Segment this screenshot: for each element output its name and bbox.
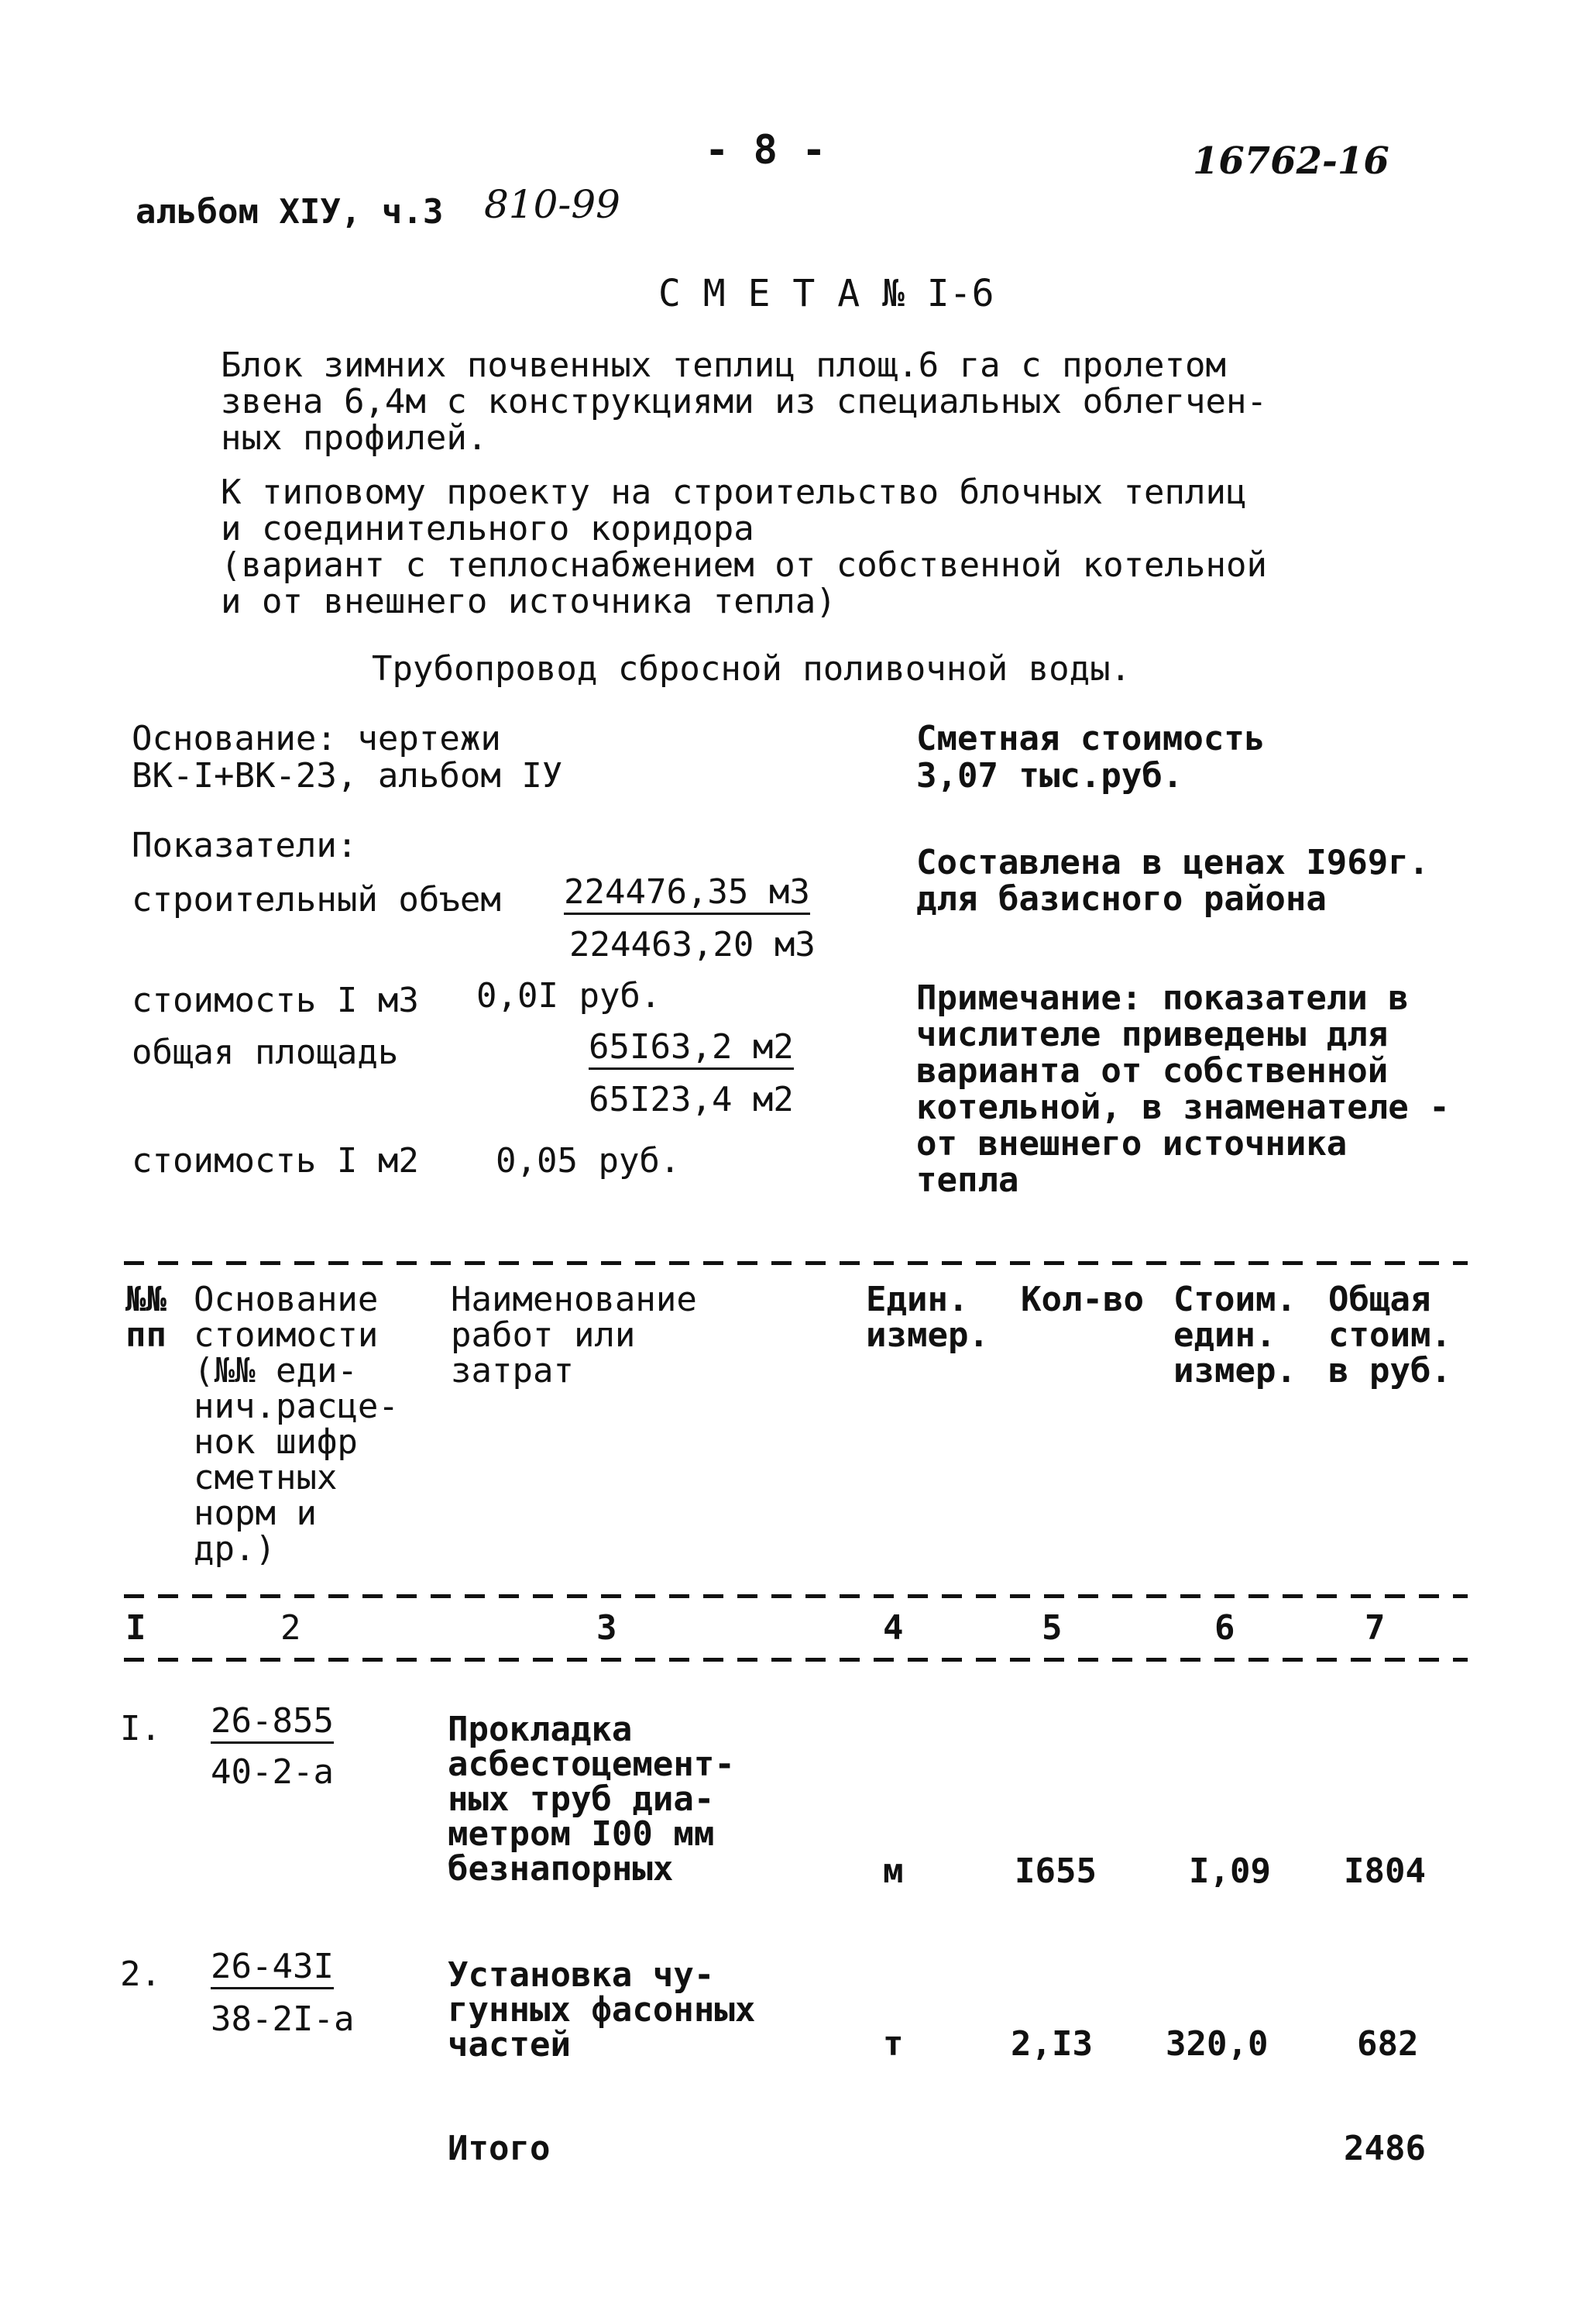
note-line-4: котельной, в знаменателе -: [916, 1088, 1450, 1127]
row-2-unit: т: [883, 2024, 904, 2064]
volume-numerator: 224476,35 м3: [564, 874, 810, 915]
header-cost-basis: Основание стоимости (№№ еди- нич.расце- нок шифр сметных норм и др.): [194, 1280, 399, 1569]
row-2-code-bottom: 38-2I-а: [211, 1999, 355, 2039]
section-subtitle: Трубопровод сбросной поливочной воды.: [372, 649, 1132, 689]
row-1-total: I804: [1344, 1851, 1426, 1891]
row-2-work-name: Установка чу- гунных фасонных частей: [448, 1955, 756, 2064]
cost-per-m2-label: стоимость I м2: [132, 1141, 419, 1181]
column-number-4: 4: [883, 1608, 904, 1648]
description-line-5: и соединительного коридора: [221, 509, 754, 548]
cost-per-m2-value: 0,05 руб.: [496, 1141, 681, 1181]
header-unit-cost: Стоим. един. измер.: [1173, 1280, 1297, 1391]
prices-line-1: Составлена в ценах I969г.: [916, 843, 1430, 882]
description-line-1: Блок зимних почвенных теплиц площ.6 га с пролетом: [221, 346, 1227, 385]
row-2-number: 2.: [120, 1954, 161, 1994]
row-2-quantity: 2,I3: [1011, 2024, 1093, 2064]
note-line-6: тепла: [916, 1160, 1019, 1200]
row-2-unit-cost: 320,0: [1166, 2024, 1269, 2064]
description-line-6: (вариант с теплоснабжением от собственной котельной: [221, 545, 1268, 585]
row-1-unit: м: [883, 1851, 904, 1891]
column-number-2: 2: [280, 1608, 301, 1648]
column-number-3: 3: [596, 1608, 617, 1648]
basis-line-1: Основание: чертежи: [132, 719, 501, 758]
prices-line-2: для базисного района: [916, 879, 1327, 919]
cost-per-m3-value: 0,0I руб.: [476, 976, 661, 1016]
area-label: общая площадь: [132, 1033, 399, 1072]
note-line-5: от внешнего источника: [916, 1124, 1348, 1164]
note-line-2: числителе приведены для: [916, 1015, 1389, 1054]
estimated-cost-label: Сметная стоимость: [916, 719, 1266, 758]
note-line-1: Примечание: показатели в: [916, 978, 1409, 1018]
header-quantity: Кол-во: [1021, 1280, 1144, 1319]
header-unit: Един. измер.: [866, 1280, 989, 1355]
area-numerator: 65I63,2 м2: [589, 1029, 794, 1070]
row-1-code-bottom: 40-2-а: [211, 1752, 334, 1792]
header-row-number: №№ пп: [125, 1280, 167, 1355]
volume-denominator: 224463,20 м3: [569, 925, 816, 964]
row-1-unit-cost: I,09: [1189, 1851, 1271, 1891]
cost-per-m3-label: стоимость I м3: [132, 981, 419, 1020]
indicators-label: Показатели:: [132, 826, 358, 865]
row-2-total: 682: [1357, 2024, 1419, 2064]
volume-label: строительный объем: [132, 880, 501, 920]
page-number: - 8 -: [705, 127, 826, 174]
column-number-5: 5: [1042, 1608, 1063, 1648]
column-number-1: I: [125, 1608, 146, 1648]
basis-line-2: ВК-I+ВК-23, альбом IУ: [132, 756, 563, 796]
row-1-code-top: 26-855: [211, 1703, 334, 1744]
estimated-cost-value: 3,07 тыс.руб.: [916, 756, 1183, 796]
column-numbers-bottom-rule: [124, 1658, 1468, 1662]
description-line-7: и от внешнего источника тепла): [221, 582, 836, 621]
area-denominator: 65I23,4 м2: [589, 1080, 794, 1119]
total-value: 2486: [1344, 2129, 1426, 2168]
table-top-rule: [124, 1261, 1468, 1265]
album-reference: альбом XIУ, ч.3: [136, 192, 444, 232]
document-code: 16762-16: [1193, 139, 1389, 183]
description-line-4: К типовому проекту на строительство блочных теплиц: [221, 473, 1247, 512]
row-1-number: I.: [120, 1709, 161, 1748]
note-line-3: варианта от собственной: [916, 1051, 1389, 1091]
header-bottom-rule: [124, 1594, 1468, 1598]
column-number-6: 6: [1214, 1608, 1235, 1648]
total-label: Итого: [448, 2129, 551, 2168]
album-handwritten-number: 810-99: [484, 182, 620, 227]
description-line-3: ных профилей.: [221, 418, 488, 458]
header-total-cost: Общая стоим. в руб.: [1328, 1280, 1451, 1391]
row-2-code-top: 26-43I: [211, 1948, 334, 1989]
header-work-name: Наименование работ или затрат: [451, 1280, 697, 1391]
estimate-title: С М Е Т А № I-6: [658, 272, 994, 315]
row-1-work-name: Прокладка асбестоцемент- ных труб диа- метром I00 мм безнапорных: [448, 1710, 735, 1889]
description-line-2: звена 6,4м с конструкциями из специальных облегчен-: [221, 382, 1268, 421]
column-number-7: 7: [1365, 1608, 1386, 1648]
row-1-quantity: I655: [1015, 1851, 1097, 1891]
